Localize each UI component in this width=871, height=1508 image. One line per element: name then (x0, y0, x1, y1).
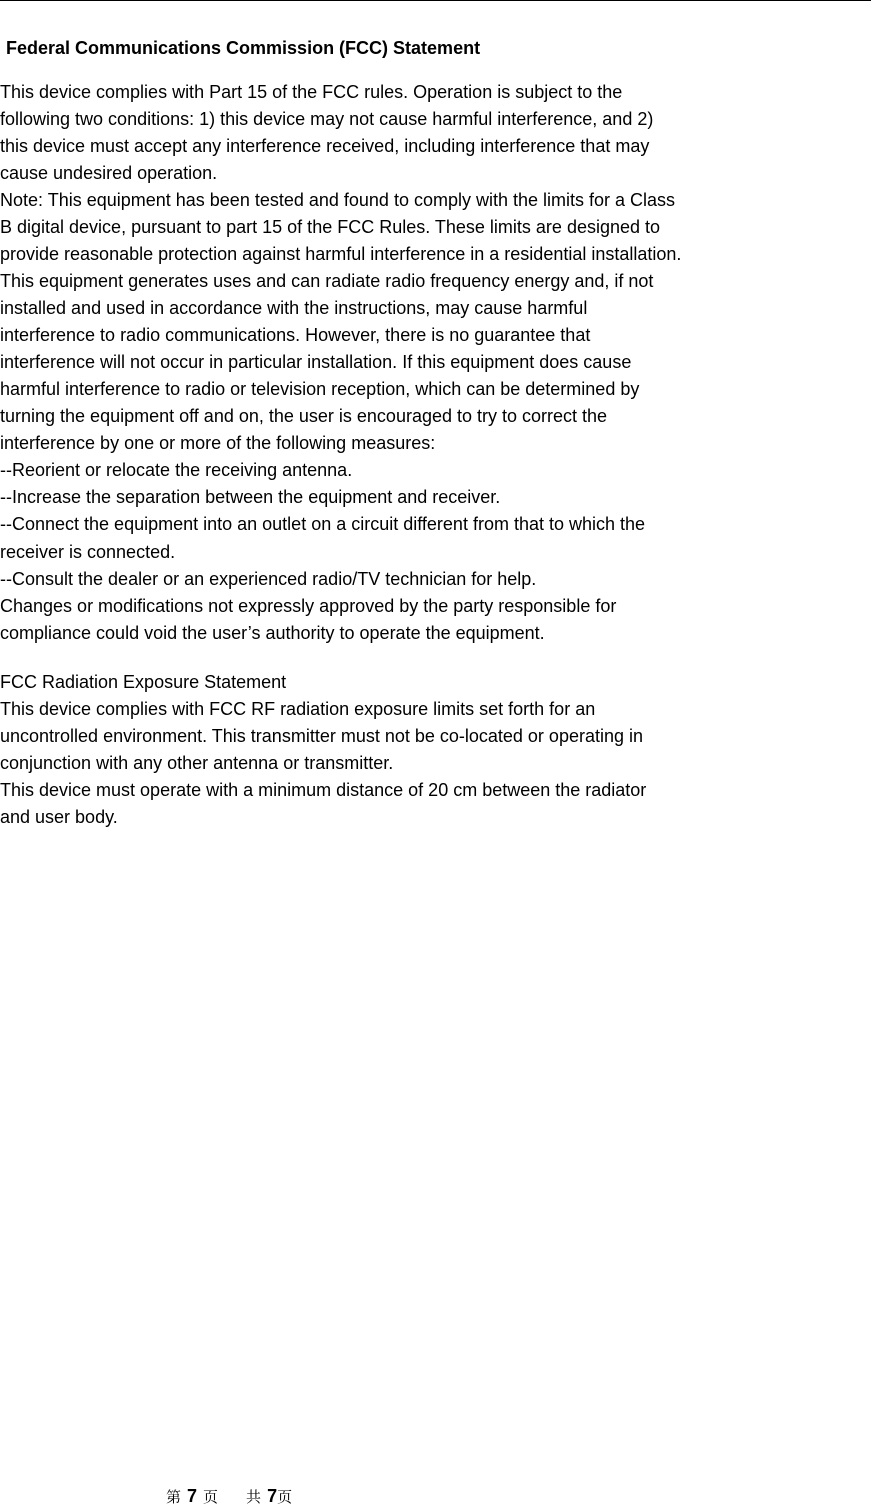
body-line: interference will not occur in particular installation. If this equipment does cause (0, 352, 632, 372)
measure-item: receiver is connected. (0, 542, 176, 562)
body-line: and user body. (0, 807, 118, 827)
total-pages: 7 (267, 1486, 278, 1506)
body-line: uncontrolled environment. This transmitter must not be co-located or operating in (0, 726, 643, 746)
body-line: turning the equipment off and on, the user is encouraged to try to correct the (0, 406, 608, 426)
body-line: This device complies with Part 15 of the FCC rules. Operation is subject to the (0, 82, 623, 102)
body-line: interference by one or more of the following measures: (0, 433, 436, 453)
body-line: This device complies with FCC RF radiation exposure limits set forth for an (0, 699, 596, 719)
page-number: 7 (187, 1486, 198, 1506)
radiation-heading: FCC Radiation Exposure Statement (0, 672, 287, 692)
measure-item: --Increase the separation between the equipment and receiver. (0, 487, 501, 507)
page-prefix: 第 (166, 1488, 182, 1506)
measure-item: --Reorient or relocate the receiving antenna. (0, 460, 353, 480)
body-line: provide reasonable protection against harmful interference in a residential installation. (0, 244, 682, 264)
top-rule (0, 0, 871, 1)
page-footer (166, 1486, 292, 1507)
measure-item: --Consult the dealer or an experienced radio/TV technician for help. (0, 569, 537, 589)
body-line: this device must accept any interference received, including interference that may (0, 136, 650, 156)
body-line: Note: This equipment has been tested and found to comply with the limits for a Class (0, 190, 676, 210)
body-line: compliance could void the user’s authority to operate the equipment. (0, 623, 545, 643)
body-line: conjunction with any other antenna or transmitter. (0, 753, 394, 773)
page-suffix: 页 (203, 1488, 219, 1506)
body-line: This device must operate with a minimum distance of 20 cm between the radiator (0, 780, 647, 800)
body-line: interference to radio communications. However, there is no guarantee that (0, 325, 591, 345)
body-line: harmful interference to radio or television reception, which can be determined by (0, 379, 640, 399)
total-suffix: 页 (277, 1488, 293, 1506)
body-line: following two conditions: 1) this device may not cause harmful interference, and 2) (0, 109, 654, 129)
document-heading: Federal Communications Commission (FCC) Statement (6, 38, 481, 58)
body-line: cause undesired operation. (0, 163, 218, 183)
body-line: B digital device, pursuant to part 15 of the FCC Rules. These limits are designed to (0, 217, 661, 237)
total-prefix: 共 (246, 1488, 262, 1506)
body-line: installed and used in accordance with the instructions, may cause harmful (0, 298, 588, 318)
body-line: This equipment generates uses and can radiate radio frequency energy and, if not (0, 271, 654, 291)
body-line: Changes or modifications not expressly approved by the party responsible for (0, 596, 617, 616)
measure-item: --Connect the equipment into an outlet on a circuit different from that to which the (0, 514, 646, 534)
